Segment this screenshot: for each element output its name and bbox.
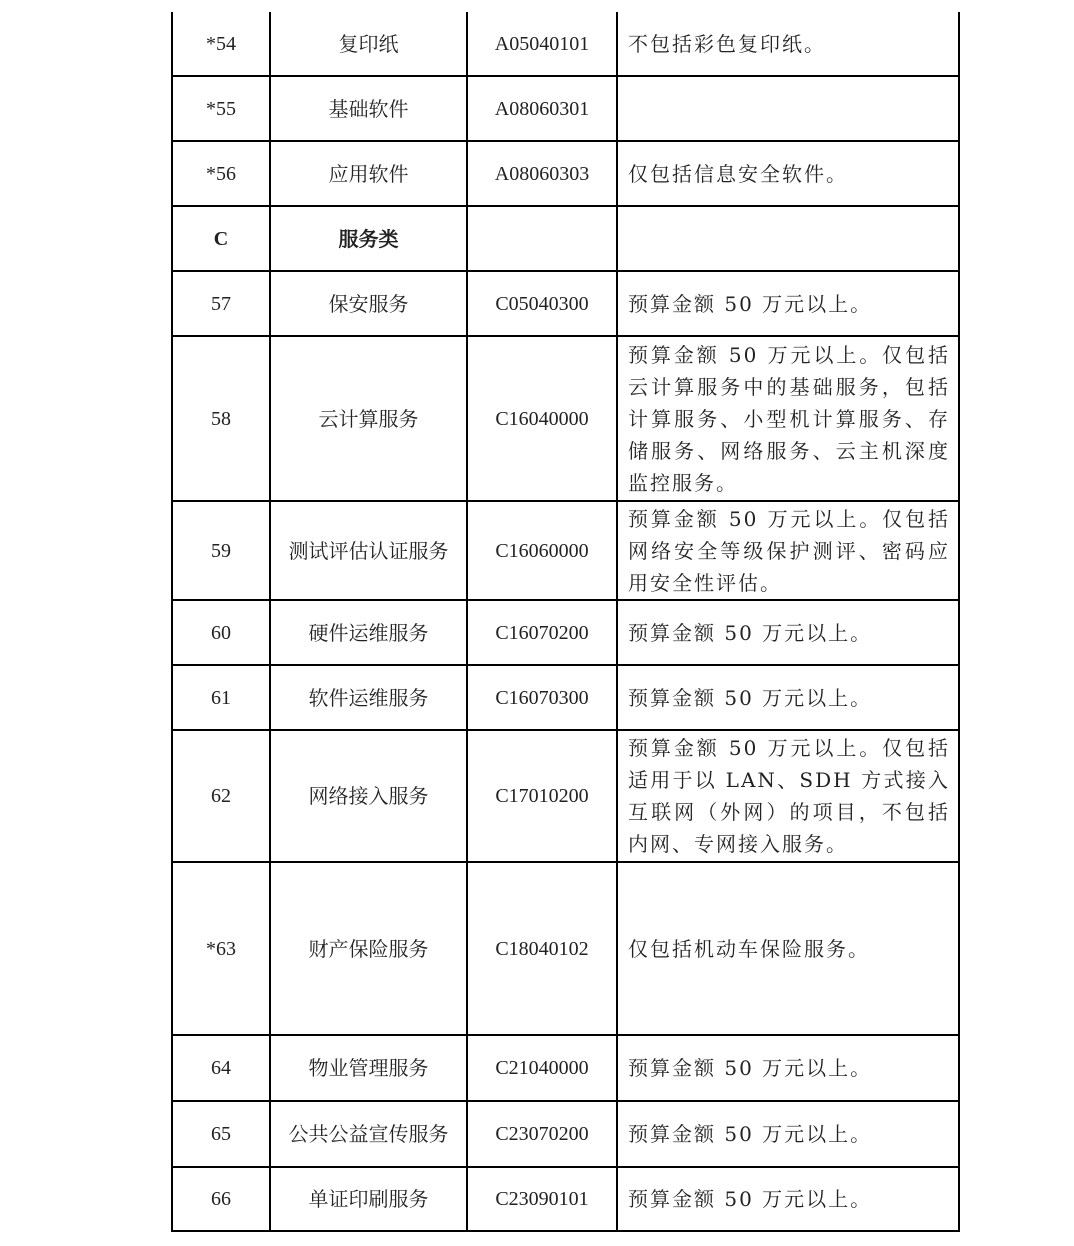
item-name: 云计算服务 [270,336,467,501]
table-row [172,1101,959,1167]
item-note: 预算金额 50 万元以上。 [617,1035,959,1101]
row-number: 64 [172,1035,270,1101]
table-row [172,730,959,862]
item-code: C16070300 [467,665,617,730]
table-row [172,141,959,206]
row-number: 58 [172,336,270,501]
item-note: 预算金额 50 万元以上。仅包括适用于以 LAN、SDH 方式接入互联网（外网）的项目，不包括内网、专网接入服务。 [617,730,959,862]
table-row [172,600,959,665]
item-name: 软件运维服务 [270,665,467,730]
row-number: *55 [172,76,270,141]
section-header-row [172,206,959,271]
item-code: C05040300 [467,271,617,336]
table-row [172,76,959,141]
item-name: 应用软件 [270,141,467,206]
table-row [172,501,959,600]
row-number: *56 [172,141,270,206]
item-code: C23090101 [467,1167,617,1231]
item-name: 物业管理服务 [270,1035,467,1101]
row-number: 66 [172,1167,270,1231]
item-code: C17010200 [467,730,617,862]
item-note: 预算金额 50 万元以上。 [617,665,959,730]
item-name: 保安服务 [270,271,467,336]
row-number: 57 [172,271,270,336]
item-code: A08060301 [467,76,617,141]
item-note [617,206,959,271]
table-row [172,862,959,1035]
item-code: C23070200 [467,1101,617,1167]
item-name: 基础软件 [270,76,467,141]
row-number: 62 [172,730,270,862]
table-row [172,665,959,730]
row-number: *54 [172,12,270,76]
item-note: 仅包括机动车保险服务。 [617,862,959,1035]
item-name: 硬件运维服务 [270,600,467,665]
table-row [172,12,959,76]
row-number: 61 [172,665,270,730]
row-number: 65 [172,1101,270,1167]
item-note: 预算金额 50 万元以上。 [617,1101,959,1167]
item-note: 预算金额 50 万元以上。仅包括网络安全等级保护测评、密码应用安全性评估。 [617,501,959,600]
item-name: 复印纸 [270,12,467,76]
item-code: C18040102 [467,862,617,1035]
item-code: C16040000 [467,336,617,501]
section-title: 服务类 [270,206,467,271]
item-code: C16070200 [467,600,617,665]
item-name: 公共公益宣传服务 [270,1101,467,1167]
item-name: 财产保险服务 [270,862,467,1035]
item-name: 网络接入服务 [270,730,467,862]
table-row [172,1035,959,1101]
table-row [172,271,959,336]
table-row [172,336,959,501]
table-row [172,1167,959,1231]
row-number: 59 [172,501,270,600]
item-note: 预算金额 50 万元以上。 [617,1167,959,1231]
item-code: A05040101 [467,12,617,76]
item-code: A08060303 [467,141,617,206]
item-note: 预算金额 50 万元以上。 [617,600,959,665]
item-name: 测试评估认证服务 [270,501,467,600]
item-note: 预算金额 50 万元以上。 [617,271,959,336]
procurement-catalog-table [171,12,960,1232]
section-letter: C [172,206,270,271]
item-note: 预算金额 50 万元以上。仅包括云计算服务中的基础服务，包括计算服务、小型机计算服务、存储服务、网络服务、云主机深度监控服务。 [617,336,959,501]
row-number: 60 [172,600,270,665]
item-code [467,206,617,271]
item-name: 单证印刷服务 [270,1167,467,1231]
item-note [617,76,959,141]
row-number: *63 [172,862,270,1035]
item-note: 不包括彩色复印纸。 [617,12,959,76]
item-code: C16060000 [467,501,617,600]
item-note: 仅包括信息安全软件。 [617,141,959,206]
item-code: C21040000 [467,1035,617,1101]
